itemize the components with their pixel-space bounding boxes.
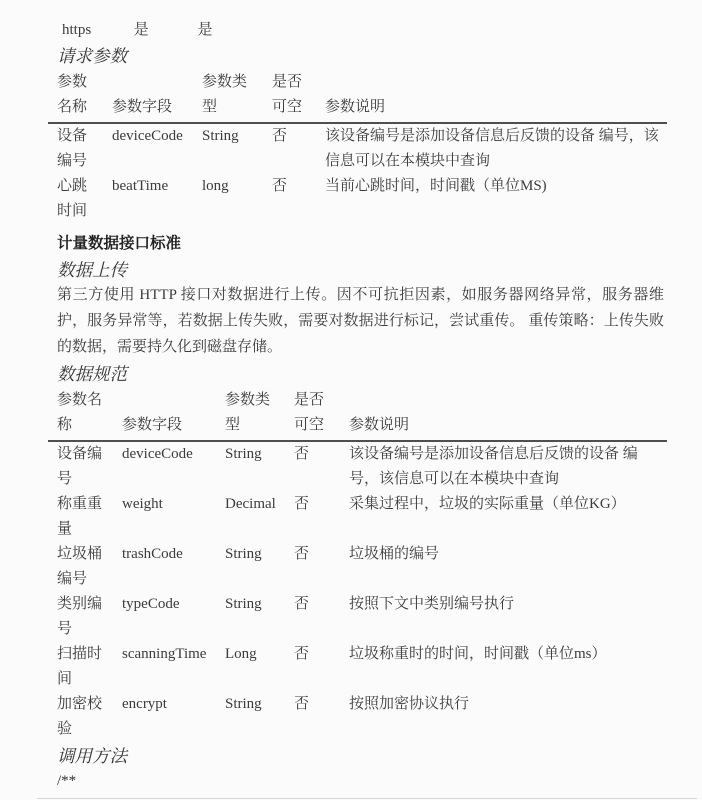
cell-param-name: 垃圾桶编号: [57, 546, 103, 587]
cell-param-type: String: [225, 446, 262, 462]
cell-nullable: 否: [272, 128, 288, 144]
header-cell-param-field: 参数字段: [122, 388, 225, 441]
cell-param-name: 设备编号: [57, 128, 88, 169]
data-upload-heading: 数据上传: [57, 260, 128, 280]
protocol-value: https: [62, 22, 92, 38]
invoke-method-heading: 调用方法: [57, 746, 128, 766]
cell-param-field: deviceCode: [112, 128, 183, 144]
header-cell-param-field: 参数字段: [112, 70, 202, 123]
cell-param-desc: 该设备编号是添加设备信息后反馈的设备 编号，该信息可以在本模块中查询: [325, 128, 659, 169]
cell-param-field: typeCode: [122, 596, 180, 612]
cell-param-desc: 按照下文中类别编号执行: [349, 596, 515, 612]
cell-param-name: 心跳时间: [57, 178, 88, 219]
cell-param-desc: 当前心跳时间，时间戳（单位MS): [325, 178, 547, 194]
metering-standard-heading: 计量数据接口标准: [57, 235, 182, 252]
cell-nullable: 否: [294, 696, 310, 712]
protocol-row: [57, 18, 667, 42]
cell-nullable: 否: [294, 546, 310, 562]
cell-param-desc: 采集过程中，垃圾的实际重量（单位KG）: [349, 496, 626, 512]
header-cell-param-type: 参数类型: [202, 70, 272, 123]
cell-param-desc: 垃圾称重时的时间，时间戳（单位ms）: [349, 646, 607, 662]
heartbeat-params-table: [48, 70, 667, 224]
table-header-row: [48, 388, 667, 441]
cell-param-name: 类别编号: [57, 596, 103, 637]
cell-nullable: 否: [294, 496, 310, 512]
cell-param-field: deviceCode: [122, 446, 193, 462]
cell-param-name: 加密校验: [57, 696, 103, 737]
request-params-heading: 请求参数: [57, 46, 128, 66]
table-row: [48, 492, 667, 542]
cell-param-field: beatTime: [112, 178, 169, 194]
cell-nullable: 否: [272, 178, 288, 194]
table-header-row: [48, 70, 667, 123]
header-cell-param-name: 参数名称: [48, 388, 122, 441]
cell-param-field: encrypt: [122, 696, 167, 712]
header-cell-nullable: 是否可空: [294, 388, 349, 441]
cell-param-name: 称重重量: [57, 496, 103, 537]
table-row: [48, 123, 667, 174]
cell-param-field: weight: [122, 496, 163, 512]
cell-param-name: 设备编号: [57, 446, 103, 487]
table-row: [48, 692, 667, 742]
table-row: [48, 542, 667, 592]
code-comment-line: /**: [57, 773, 77, 789]
cell-param-type: String: [225, 596, 262, 612]
data-spec-heading: 数据规范: [57, 364, 128, 384]
header-cell-param-name: 参数名称: [48, 70, 112, 123]
cell-param-field: trashCode: [122, 546, 183, 562]
yes-value-2: 是: [197, 22, 213, 38]
table-row: [48, 642, 667, 692]
cell-nullable: 否: [294, 596, 310, 612]
table-row: [48, 441, 667, 492]
upload-paragraph: 第三方使用 HTTP 接口对数据进行上传。因不可抗拒因素，如服务器网络异常，服务器维护，服务异常等，若数据上传失败，需要对数据进行标记，尝试重传。 重传策略：上传失败的数据，需要持久化到磁盘存储。: [57, 287, 664, 355]
cell-param-field: scanningTime: [122, 646, 207, 662]
cell-param-type: String: [225, 546, 262, 562]
cell-param-desc: 按照加密协议执行: [349, 696, 470, 712]
cell-param-type: String: [225, 696, 262, 712]
cell-param-type: Decimal: [225, 496, 276, 512]
cell-param-desc: 垃圾桶的编号: [349, 546, 440, 562]
cell-param-name: 扫描时间: [57, 646, 103, 687]
cell-param-type: Long: [225, 646, 257, 662]
cell-param-type: String: [202, 128, 239, 144]
cell-param-desc: 该设备编号是添加设备信息后反馈的设备 编号，该信息可以在本模块中查询: [349, 446, 638, 487]
header-cell-nullable: 是否可空: [272, 70, 325, 123]
header-cell-param-desc: 参数说明: [349, 388, 667, 441]
cell-param-type: long: [202, 178, 229, 194]
header-cell-param-type: 参数类型: [225, 388, 294, 441]
yes-value-1: 是: [133, 22, 149, 38]
page-bottom-rule: [37, 798, 697, 799]
cell-nullable: 否: [294, 446, 310, 462]
table-row: [48, 174, 667, 224]
cell-nullable: 否: [294, 646, 310, 662]
metering-params-table: [48, 388, 667, 742]
header-cell-param-desc: 参数说明: [325, 70, 667, 123]
table-row: [48, 592, 667, 642]
